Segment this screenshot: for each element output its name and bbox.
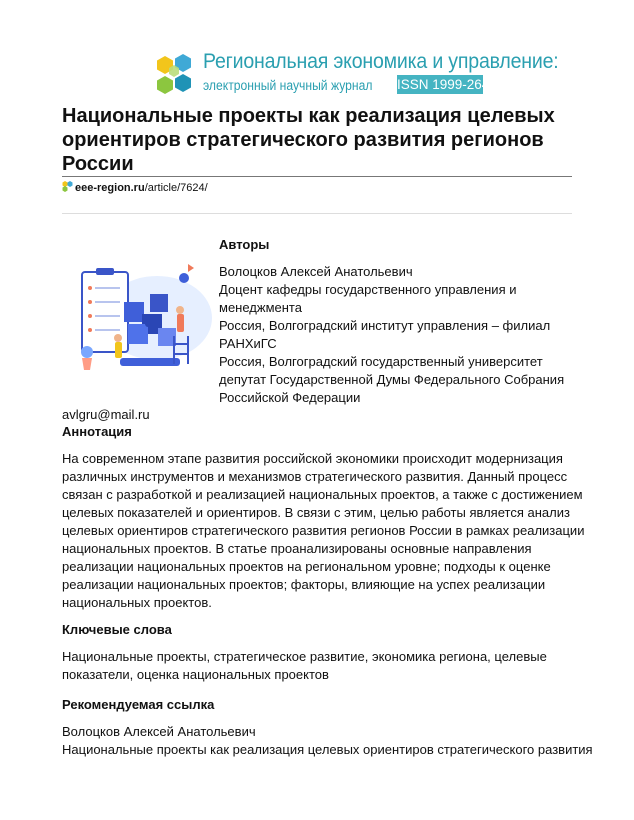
url-domain[interactable]: eee-region.ru xyxy=(75,182,145,194)
abstract-line: различных инструментов и механизмов стратегического развития. Данный процесс xyxy=(62,469,568,484)
author-line: Российской Федерации xyxy=(219,390,361,405)
url-path[interactable]: /article/7624/ xyxy=(144,182,208,194)
keywords-line: показатели, оценка национальных проектов xyxy=(62,667,329,682)
author-line: менеджмента xyxy=(219,300,302,315)
keywords-line: Национальные проекты, стратегическое развитие, экономика региона, целевые xyxy=(62,649,547,664)
header-divider xyxy=(62,213,572,214)
author-email[interactable]: avlgru@mail.ru xyxy=(62,407,150,422)
abstract-line: реализации национальных проектов; факторы, влияющие на успех реализации xyxy=(62,577,546,592)
abstract-heading: Аннотация xyxy=(62,424,132,439)
hexagon-logo-icon xyxy=(155,54,199,98)
abstract-line: целевых показателей и ориентиров. В связи с этим, целью работы является анализ xyxy=(62,505,570,520)
abstract-line: национальных проектов. xyxy=(62,595,212,610)
abstract-line: На современном этапе развития российской экономики происходит модернизация xyxy=(62,451,563,466)
abstract-line: связан с разработкой и реализацией национальных проектов, а также с достижением xyxy=(62,487,583,502)
abstract-line: реализации национальных проектов на региональном уровне; подходы к оценке xyxy=(62,559,551,574)
author-line: Доцент кафедры государственного управления и xyxy=(219,282,517,297)
puzzle-illustration xyxy=(62,258,212,373)
keywords-heading: Ключевые слова xyxy=(62,622,172,637)
journal-subtitle: электронный научный журнал xyxy=(203,78,373,93)
journal-name: Региональная экономика и управление: xyxy=(203,50,559,73)
author-line: РАНХиГС xyxy=(219,336,277,351)
abstract-line: национальных проектов. В статье проанализированы основные направления xyxy=(62,541,532,556)
journal-logo xyxy=(155,50,559,100)
issn-badge: ISSN 1999-2645 xyxy=(397,77,497,92)
article-link[interactable] xyxy=(62,181,208,195)
article-title: Национальные проекты как реализация целевых ориентиров стратегического развития регионов России xyxy=(62,105,555,175)
author-line: Россия, Волгоградский государственный университет xyxy=(219,354,543,369)
author-line: Россия, Волгоградский институт управления – филиал xyxy=(219,318,551,333)
author-line: депутат Государственной Думы Федерального Собрания xyxy=(219,372,565,387)
citation-line: Национальные проекты как реализация целевых ориентиров стратегического развития xyxy=(62,742,593,757)
title-divider xyxy=(62,176,572,177)
abstract-line: целевых ориентиров стратегического развития регионов России в рамках реализации xyxy=(62,523,585,538)
site-favicon-icon xyxy=(62,181,73,192)
author-line: Волоцков Алексей Анатольевич xyxy=(219,264,413,279)
citation-heading: Рекомендуемая ссылка xyxy=(62,697,215,712)
citation-line: Волоцков Алексей Анатольевич xyxy=(62,724,256,739)
authors-heading: Авторы xyxy=(219,237,270,252)
